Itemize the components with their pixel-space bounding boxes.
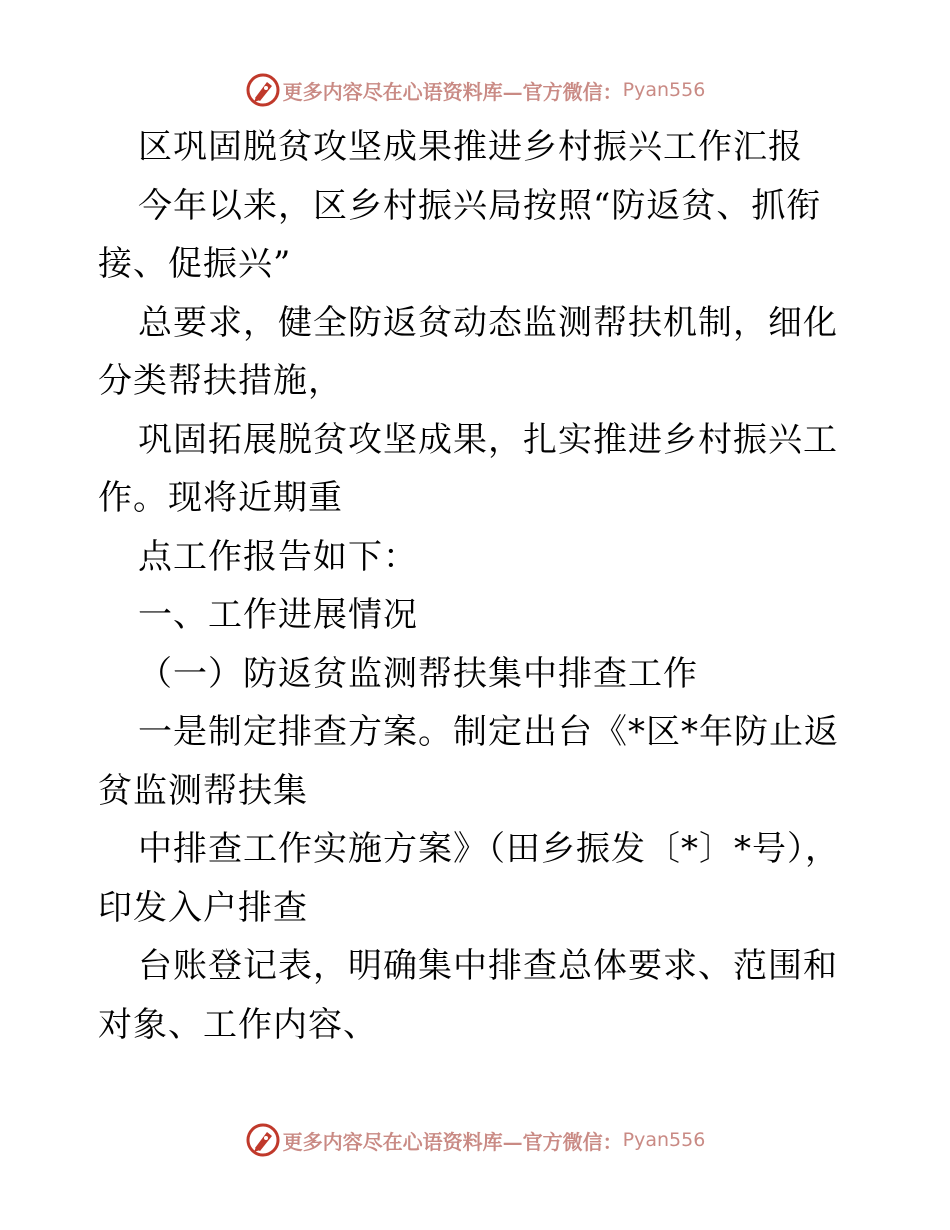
paragraph: 中排查工作实施方案》（田乡振发〔*〕*号），印发入户排查 <box>98 829 840 928</box>
watermark-text: 更多内容尽在心语资料库—官方微信： <box>282 79 623 104</box>
document-body <box>98 118 858 1054</box>
paragraph: 一是制定排查方案。制定出台《*区*年防止返贫监测帮扶集 <box>98 712 839 811</box>
header-watermark <box>0 70 950 110</box>
document-title: 区巩固脱贫攻坚成果推进乡村振兴工作汇报 <box>138 127 803 167</box>
paragraph: 总要求，健全防返贫动态监测帮扶机制，细化分类帮扶措施， <box>98 302 838 401</box>
paragraph: 台账登记表，明确集中排查总体要求、范围和对象、工作内容、 <box>98 946 838 1045</box>
watermark-contact: Pyan556 <box>622 1129 706 1151</box>
paragraph: 点工作报告如下： <box>138 536 418 577</box>
section-heading: 一、工作进展情况 <box>138 595 418 635</box>
footer-watermark <box>0 1120 950 1160</box>
paragraph: 今年以来，区乡村振兴局按照“防返贫、抓衔接、促振兴” <box>98 185 822 284</box>
subsection-heading: （一）防返贫监测帮扶集中排查工作 <box>138 653 698 694</box>
pen-nib-logo-icon <box>245 1122 281 1158</box>
paragraph: 巩固拓展脱贫攻坚成果，扎实推进乡村振兴工作。现将近期重 <box>98 419 838 518</box>
watermark-contact: Pyan556 <box>622 79 706 101</box>
pen-nib-logo-icon <box>245 72 281 108</box>
watermark-text: 更多内容尽在心语资料库—官方微信： <box>282 1129 623 1154</box>
